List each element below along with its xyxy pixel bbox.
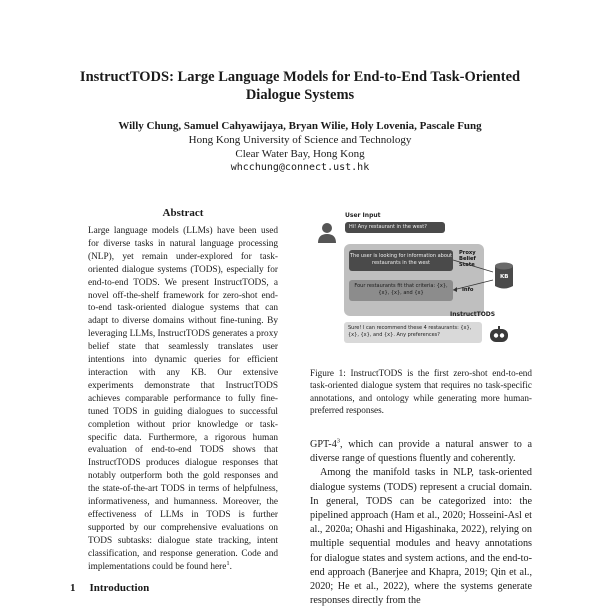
contact-email[interactable]: whcchung@connect.ust.hk (230, 162, 370, 173)
author-list: Willy Chung, Samuel Cahyawijaya, Bryan Wilie, Holy Lovenia, Pascale Fung (118, 120, 482, 132)
proxy-belief-state-label: Proxy Belief State (459, 250, 476, 268)
figure-caption: Figure 1: InstructTODS is the first zero-shot end-to-end task-oriented dialogue system that requires no task-specific annotations, and ontology while generating more human-preferred responses. (310, 368, 532, 416)
instructtods-label: InstructTODS (450, 311, 496, 318)
robot-icon (488, 326, 510, 344)
footnote-marker[interactable]: 3 (336, 437, 341, 445)
paragraph-text: GPT-4 (310, 439, 337, 450)
abstract-text: Large language models (LLMs) have been used for diverse tasks in natural language processing (NLP), yet remain under-explored for task-oriented dialogue systems (TODS), especially for end-to-end TODS. We present InstructTODS, a novel off-the-shelf framework for zero-shot end-to-end task-oriented dialogue systems that can adapt to diverse domains without fine-tuning. By leveraging LLMs, InstructTODS generates a proxy belief state that seamlessly translates user intentions into dynamic queries for efficient interaction with any KB. Our extensive experiments demonstrate that InstructTODS achieves comparable performance to fully fine-tuned TODS in guiding dialogues to successful completion without prior knowledge or task-specific data. Furthermore, a rigorous human evaluation of end-to-end TODS shows that InstructTODS produces dialogue responses that notably outperform both the gold responses and the state-of-the-art TODS in terms of helpfulness, informativeness, and humanness. Moreover, the effectiveness of LLMs in TODS is further supported by our comprehensive evaluations on TODS subtasks: dialogue state tracking, intent classification, and response generation. Code and implementations could be found here (88, 226, 278, 572)
paragraph-text: , which can provide a natural answer to a diverse range of questions fluently and coherently. (310, 439, 532, 465)
section-heading-introduction (70, 582, 149, 594)
abstract-body (88, 225, 278, 573)
abstract-heading: Abstract (162, 207, 204, 219)
proxy-belief-state-box: The user is looking for information about restaurants in the west (349, 250, 453, 271)
paragraph (310, 438, 532, 466)
kb-label: KB (500, 274, 509, 280)
figure-1 (310, 208, 532, 358)
affiliation-line-2: Clear Water Bay, Hong Kong (235, 148, 365, 160)
footnote-marker[interactable]: 1 (226, 559, 230, 567)
info-box: Four restaurants fit that criteria: {x}, {x}, {x}, and {x} (349, 280, 453, 301)
paper-title: InstructTODS: Large Language Models for End-to-End Task-Oriented Dialogue Systems (79, 69, 521, 103)
user-utterance-bubble: Hi! Any restaurant in the west? (345, 222, 445, 233)
paragraph: Among the manifold tasks in NLP, task-oriented dialogue systems (TODS) represent a crucial domain. In general, TODS can be categorized into: the pipelined approach (Ham et al., 2020; Hosseini-Asl et al., 2020a; Ohashi and Higashinaka, 2022), relying on multiple sequential modules and heavy annotations for dialogue states and system actions, and the end-to-end approach (Banerjee and Khapra, 2019; Qin et al., 2020; He et al., 2022), where the systems generate responses directly from the (310, 467, 532, 607)
user-input-label: User Input (345, 212, 381, 219)
section-title: Introduction (89, 582, 150, 594)
abstract-text-end: . (229, 561, 232, 572)
affiliation-line-1: Hong Kong University of Science and Technology (188, 134, 412, 146)
info-label: Info (462, 287, 474, 293)
section-number: 1 (70, 582, 76, 594)
right-column-body (310, 438, 532, 608)
system-response-bubble: Sure! I can recommend these 4 restaurants: {x}, {x}, {x}, and {x}. Any preferences? (344, 322, 482, 343)
